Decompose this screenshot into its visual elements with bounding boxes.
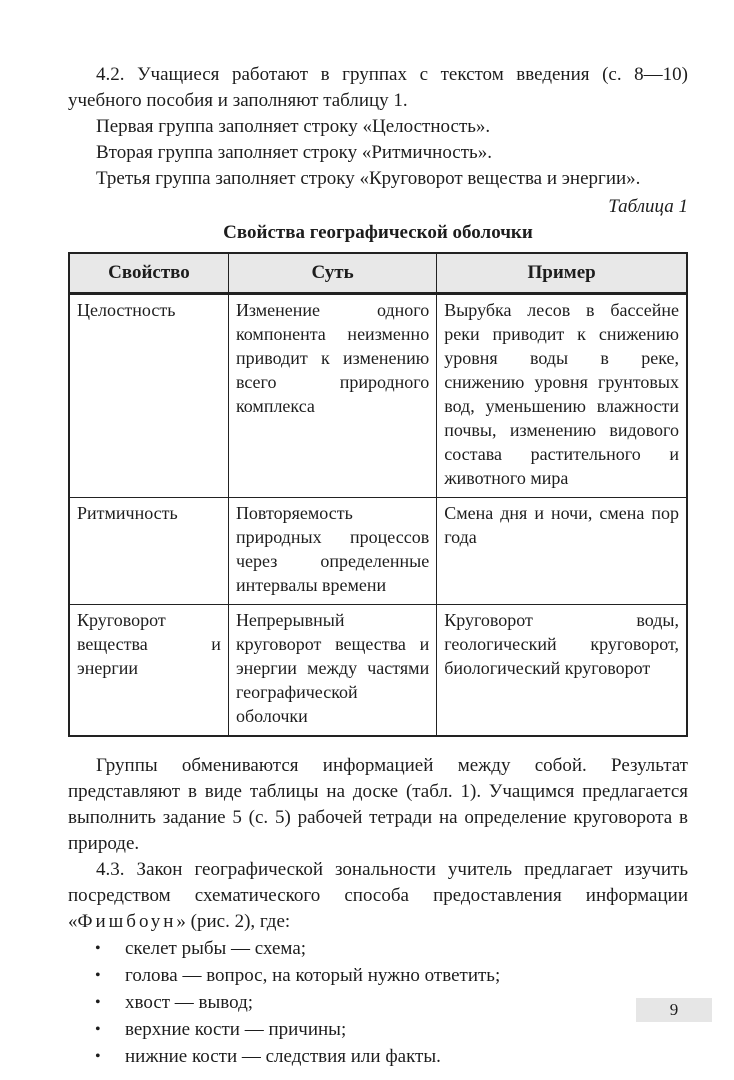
paragraph-third-group: Третья группа заполняет строку «Круговорот вещества и энергии». xyxy=(96,168,641,189)
header-cell-essence: Суть xyxy=(228,253,436,294)
bullet-icon: • xyxy=(95,1021,101,1038)
header-cell-example: Пример xyxy=(437,253,687,294)
table-cell-example: Круговорот воды, геологический круговорот, биологический круговорот xyxy=(437,605,687,737)
table-cell-essence: Повторяемость природных процессов через определенные интервалы времени xyxy=(228,498,436,605)
paragraph-4-2: 4.2. Учащиеся работают в группах с текстом введения (с. 8—10) учебного пособия и заполняют таблицу 1. xyxy=(68,64,688,111)
table-header-row xyxy=(69,253,687,294)
paragraph-4-3-end: » (рис. 2), где: xyxy=(176,911,291,932)
table-cell-property: Ритмичность xyxy=(69,498,228,605)
table-cell-example: Смена дня и ночи, смена пор года xyxy=(437,498,687,605)
list-item xyxy=(68,989,688,1016)
table-cell-property: Целостность xyxy=(69,294,228,498)
after-table-text xyxy=(68,753,688,1070)
paragraph-4-3 xyxy=(68,857,688,935)
fishbone-term: Фишбоун xyxy=(77,911,177,932)
page-content xyxy=(68,62,688,1070)
table-row xyxy=(69,605,687,737)
paragraph-second-group: Вторая группа заполняет строку «Ритмичность». xyxy=(96,142,492,163)
list-item-text: верхние кости — причины; xyxy=(125,1019,347,1040)
properties-table xyxy=(68,252,688,737)
list-item-text: голова — вопрос, на который нужно ответить; xyxy=(125,965,501,986)
bullet-icon: • xyxy=(95,994,101,1011)
fishbone-bullet-list xyxy=(68,935,688,1070)
bullet-icon: • xyxy=(95,1048,101,1065)
list-item xyxy=(68,962,688,989)
header-cell-property: Свойство xyxy=(69,253,228,294)
list-item-text: нижние кости — следствия или факты. xyxy=(125,1046,441,1067)
list-item-text: хвост — вывод; xyxy=(125,992,254,1013)
bullet-icon: • xyxy=(95,967,101,984)
table-row xyxy=(69,294,687,498)
table-row xyxy=(69,498,687,605)
table-title: Свойства географической оболочки xyxy=(223,222,533,243)
paragraph-first-group: Первая группа заполняет строку «Целостность». xyxy=(96,116,491,137)
table-cell-essence: Изменение одного компонента неизменно приводит к изменению всего природного комплекса xyxy=(228,294,436,498)
paragraph-groups-exchange: Группы обмениваются информацией между собой. Результат представляют в виде таблицы на доске (табл. 1). Учащимся предлагается выполнить задание 5 (с. 5) рабочей тетради на определение круговорота в природе. xyxy=(68,755,688,854)
list-item xyxy=(68,935,688,962)
bullet-icon: • xyxy=(95,940,101,957)
list-item xyxy=(68,1043,688,1070)
table-cell-essence: Непрерывный круговорот вещества и энергии между частями географической оболочки xyxy=(228,605,436,737)
list-item xyxy=(68,1016,688,1043)
table-caption: Таблица 1 xyxy=(608,196,688,217)
paragraph-4-3-start: 4.3. Закон географической зональности учитель предлагает изучить посредством схематического способа предоставления информации « xyxy=(68,859,688,932)
table-cell-property: Круговорот вещества и энергии xyxy=(69,605,228,737)
page-number: 9 xyxy=(636,998,712,1022)
table-cell-example: Вырубка лесов в бассейне реки приводит к снижению уровня воды в реке, снижению уровня грунтовых вод, уменьшению влажности почвы, изменению видового состава растительного и животного мира xyxy=(437,294,687,498)
list-item-text: скелет рыбы — схема; xyxy=(125,938,307,959)
